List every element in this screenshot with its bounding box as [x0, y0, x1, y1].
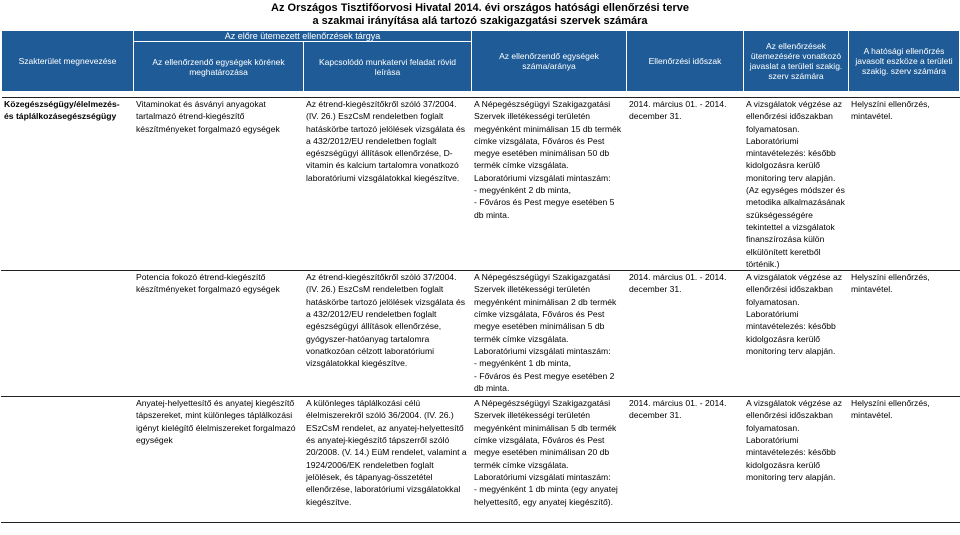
period-cell: 2014. március 01. - 2014. december 31. — [627, 271, 744, 397]
count-cell: A Népegészségügyi Szakigazgatási Szervek illetékességi területén megyénként minimálisan 15 db termék címke vizsgálata, Főváros és Pest megye esetében minimálisan 50 db termék címke vizsgálata. Laboratóriumi vizsgálati mintaszám: - megyénként 2 db minta, - Főváros és Pest megye esetében 5 db minta. — [472, 98, 627, 271]
task-cell: Az étrend-kiegészítőkről szóló 37/2004. (IV. 26.) EszCsM rendeletben foglalt hatáskörbe tartozó jelölések vizsgálata és a 432/2012/EU rendeletben foglalt egészségügyi állítások ellenőrzése, gyógyszer-hatóanyag tartalomra vonatkozóan célzott laboratóriumi vizsgálatokkal kiegészítve. — [304, 271, 472, 397]
task-cell: A különleges táplálkozási célú élelmiszerekről szóló 36/2004. (IV. 26.) ESzCsM rendelet, az anyatej-helyettesítő és anyatej-kiegészítő tápszerről szóló 20/2008. (V. 14.) EüM rendelet, valamint a 1924/2006/EK rendeletben foglalt jelölések, és tápanyag-összetétel ellenőrzése, laboratóriumi vizsgálatokkal kiegészítve. — [304, 397, 472, 523]
document-title — [0, 0, 960, 30]
header-schedule: Az ellenőrzések ütemezésére vonatkozó javaslat a területi szakig. szerv számára — [744, 31, 849, 92]
table-row — [2, 271, 960, 397]
tools-cell: Helyszíni ellenőrzés, mintavétel. — [849, 397, 960, 523]
header-count: Az ellenőrzendő egységek száma/aránya — [472, 31, 627, 92]
task-cell: Az étrend-kiegészítőkről szóló 37/2004. (IV. 26.) EszCsM rendeletben foglalt hatáskörbe tartozó jelölések vizsgálata és a 432/2012/EU rendeletben foglalt egészségügyi állítások ellenőrzése, D-vitamin és kalcium tartalomra vonatkozó laboratóriumi vizsgálatokkal kiegészítve. — [304, 98, 472, 271]
count-cell: A Népegészségügyi Szakigazgatási Szervek illetékességi területén megyénként minimálisan 2 db termék címke vizsgálata, Főváros és Pest megye esetében minimálisan 5 db termék címke vizsgálata. Laboratóriumi vizsgálati mintaszám: - megyénként 1 db minta, - Főváros és Pest megye esetében 2 db minta. — [472, 271, 627, 397]
header-sector: Szakterület megnevezése — [2, 31, 134, 92]
schedule-cell: A vizsgálatok végzése az ellenőrzési időszakban folyamatosan. Laboratóriumi mintavételezés: később kidolgozásra kerülő monitoring terv alapján. (Az egységes módszer és metodika alkalmazásának szükségességére tekintettel a vizsgálatok finanszírozása külön elkülönített keretből történik.) — [744, 98, 849, 271]
scope-cell: Anyatej-helyettesítő és anyatej kiegészítő tápszereket, mint különleges táplálkozási igényt kielégítő élelmiszereket forgalmazó egységek — [134, 397, 304, 523]
table-row — [2, 98, 960, 271]
header-group: Az előre ütemezett ellenőrzések tárgya — [134, 31, 472, 42]
schedule-cell: A vizsgálatok végzése az ellenőrzési időszakban folyamatosan. Laboratóriumi mintavételezés: később kidolgozásra kerülő monitoring terv alapján. — [744, 397, 849, 523]
period-cell: 2014. március 01. - 2014. december 31. — [627, 397, 744, 523]
header-task: Kapcsolódó munkatervi feladat rövid leírása — [304, 42, 472, 92]
period-cell: 2014. március 01. - 2014. december 31. — [627, 98, 744, 271]
header-scope: Az ellenőrzendő egységek körének meghatározása — [134, 42, 304, 92]
table-row — [2, 397, 960, 523]
header-period: Ellenőrzési időszak — [627, 31, 744, 92]
tools-cell: Helyszíni ellenőrzés, mintavétel. — [849, 98, 960, 271]
count-cell: A Népegészségügyi Szakigazgatási Szervek illetékességi területén megyénként minimálisan 5 db termék címke vizsgálata, Főváros és Pest megye esetében minimálisan 20 db termék címke vizsgálata. Laboratóriumi vizsgálati mintaszám: - megyénként 1 db minta (egy anyatej helyettesítő, egy anyatej kiegészítő). — [472, 397, 627, 523]
inspection-plan-table — [1, 30, 960, 523]
title-line-2: a szakmai irányítása alá tartozó szakigazgatási szervek számára — [312, 15, 648, 27]
sector-name: Közegészségügy/élelmezés- és táplálkozásegészségügy — [2, 98, 134, 271]
title-line-1: Az Országos Tisztifőorvosi Hivatal 2014. évi országos hatósági ellenőrzési terve — [271, 2, 689, 14]
tools-cell: Helyszíni ellenőrzés, mintavétel. — [849, 271, 960, 397]
scope-cell: Potencia fokozó étrend-kiegészítő készítményeket forgalmazó egységek — [134, 271, 304, 397]
scope-cell: Vitaminokat és ásványi anyagokat tartalmazó étrend-kiegészítő készítményeket forgalmazó egységek — [134, 98, 304, 271]
schedule-cell: A vizsgálatok végzése az ellenőrzési időszakban folyamatosan. Laboratóriumi mintavételezés: később kidolgozásra kerülő monitoring terv alapján. — [744, 271, 849, 397]
header-tools: A hatósági ellenőrzés javasolt eszköze a területi szakig. szerv számára — [849, 31, 960, 92]
